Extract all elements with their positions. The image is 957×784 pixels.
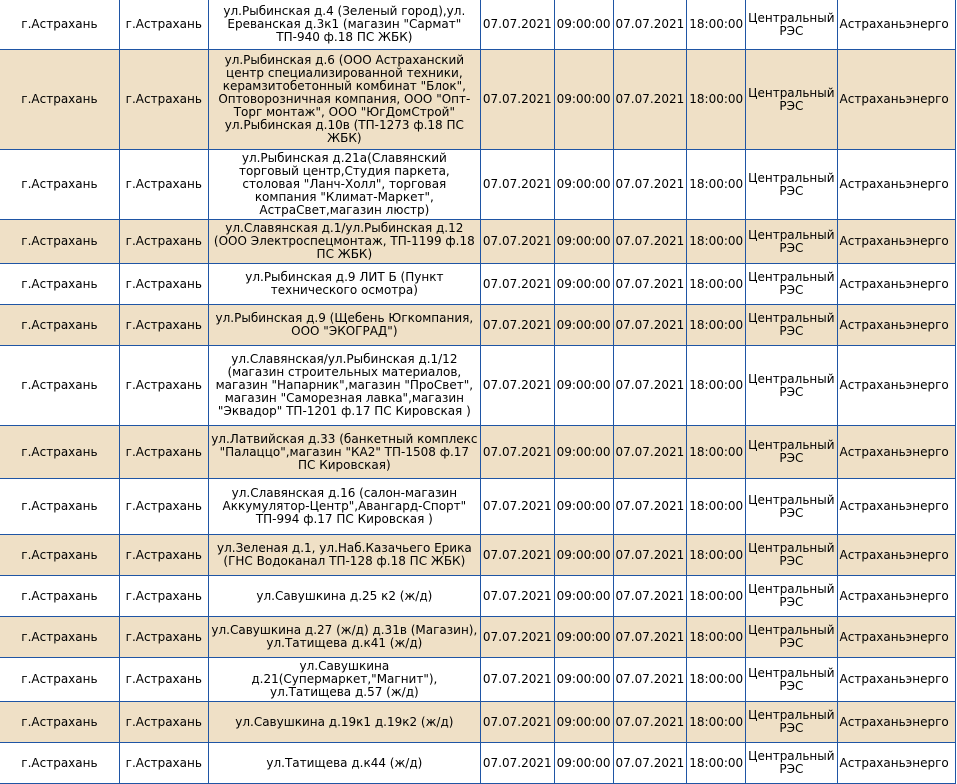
- organization-cell: Астраханьэнерго: [837, 702, 955, 743]
- res-cell: Центральный РЭС: [746, 346, 837, 426]
- end-time-cell: 18:00:00: [687, 617, 746, 658]
- organization-cell: Астраханьэнерго: [837, 50, 955, 150]
- settlement-cell: г.Астрахань: [0, 535, 119, 576]
- address-cell: ул.Латвийская д.33 (банкетный комплекс "Палаццо",магазин "КА2" ТП-1508 ф.17 ПС Кировская): [208, 426, 480, 479]
- table-row: [0, 702, 956, 743]
- res-cell: Центральный РЭС: [746, 305, 837, 346]
- organization-cell: Астраханьэнерго: [837, 305, 955, 346]
- start-time-cell: 09:00:00: [554, 264, 613, 305]
- locality-cell: г.Астрахань: [119, 658, 208, 702]
- res-cell: Центральный РЭС: [746, 0, 837, 50]
- start-date-cell: 07.07.2021: [480, 479, 554, 535]
- locality-cell: г.Астрахань: [119, 479, 208, 535]
- end-date-cell: 07.07.2021: [613, 479, 687, 535]
- start-date-cell: 07.07.2021: [480, 305, 554, 346]
- start-date-cell: 07.07.2021: [480, 426, 554, 479]
- start-date-cell: 07.07.2021: [480, 220, 554, 264]
- table-row: [0, 150, 956, 220]
- table-row: [0, 50, 956, 150]
- table-row: [0, 535, 956, 576]
- table-row: [0, 426, 956, 479]
- end-time-cell: 18:00:00: [687, 150, 746, 220]
- organization-cell: Астраханьэнерго: [837, 658, 955, 702]
- res-cell: Центральный РЭС: [746, 426, 837, 479]
- settlement-cell: г.Астрахань: [0, 743, 119, 784]
- settlement-cell: г.Астрахань: [0, 150, 119, 220]
- end-date-cell: 07.07.2021: [613, 658, 687, 702]
- start-date-cell: 07.07.2021: [480, 617, 554, 658]
- start-date-cell: 07.07.2021: [480, 264, 554, 305]
- start-date-cell: 07.07.2021: [480, 535, 554, 576]
- end-time-cell: 18:00:00: [687, 0, 746, 50]
- settlement-cell: г.Астрахань: [0, 617, 119, 658]
- res-cell: Центральный РЭС: [746, 702, 837, 743]
- organization-cell: Астраханьэнерго: [837, 346, 955, 426]
- organization-cell: Астраханьэнерго: [837, 0, 955, 50]
- start-time-cell: 09:00:00: [554, 426, 613, 479]
- start-time-cell: 09:00:00: [554, 743, 613, 784]
- locality-cell: г.Астрахань: [119, 264, 208, 305]
- address-cell: ул.Савушкина д.21(Супермаркет,"Магнит"), ул.Татищева д.57 (ж/д): [208, 658, 480, 702]
- locality-cell: г.Астрахань: [119, 150, 208, 220]
- start-time-cell: 09:00:00: [554, 479, 613, 535]
- locality-cell: г.Астрахань: [119, 220, 208, 264]
- address-cell: ул.Славянская д.16 (салон-магазин Аккумулятор-Центр",Авангард-Спорт" ТП-994 ф.17 ПС Кировская ): [208, 479, 480, 535]
- address-cell: ул.Рыбинская д.9 ЛИТ Б (Пункт технического осмотра): [208, 264, 480, 305]
- end-time-cell: 18:00:00: [687, 535, 746, 576]
- table-row: [0, 617, 956, 658]
- locality-cell: г.Астрахань: [119, 426, 208, 479]
- organization-cell: Астраханьэнерго: [837, 479, 955, 535]
- locality-cell: г.Астрахань: [119, 535, 208, 576]
- end-time-cell: 18:00:00: [687, 220, 746, 264]
- res-cell: Центральный РЭС: [746, 479, 837, 535]
- start-date-cell: 07.07.2021: [480, 346, 554, 426]
- organization-cell: Астраханьэнерго: [837, 426, 955, 479]
- organization-cell: Астраханьэнерго: [837, 150, 955, 220]
- end-date-cell: 07.07.2021: [613, 576, 687, 617]
- address-cell: ул.Савушкина д.19к1 д.19к2 (ж/д): [208, 702, 480, 743]
- end-date-cell: 07.07.2021: [613, 0, 687, 50]
- table-row: [0, 658, 956, 702]
- start-date-cell: 07.07.2021: [480, 743, 554, 784]
- start-time-cell: 09:00:00: [554, 576, 613, 617]
- locality-cell: г.Астрахань: [119, 0, 208, 50]
- settlement-cell: г.Астрахань: [0, 479, 119, 535]
- settlement-cell: г.Астрахань: [0, 346, 119, 426]
- res-cell: Центральный РЭС: [746, 617, 837, 658]
- end-date-cell: 07.07.2021: [613, 743, 687, 784]
- end-time-cell: 18:00:00: [687, 264, 746, 305]
- end-time-cell: 18:00:00: [687, 576, 746, 617]
- locality-cell: г.Астрахань: [119, 617, 208, 658]
- res-cell: Центральный РЭС: [746, 576, 837, 617]
- address-cell: ул.Рыбинская д.6 (ООО Астраханский центр специализированной техники, керамзитобетонный комбинат "Блок", Оптоворозничная компания, ООО "Опт-Торг монтаж", ООО "ЮгДомСтрой" ул.Рыбинская д.10в (ТП-1273 ф.18 ПС ЖБК): [208, 50, 480, 150]
- start-date-cell: 07.07.2021: [480, 702, 554, 743]
- address-cell: ул.Савушкина д.25 к2 (ж/д): [208, 576, 480, 617]
- end-time-cell: 18:00:00: [687, 658, 746, 702]
- address-cell: ул.Рыбинская д.4 (Зеленый город),ул. Ереванская д.3к1 (магазин "Сармат" ТП-940 ф.18 ПС ЖБК): [208, 0, 480, 50]
- res-cell: Центральный РЭС: [746, 535, 837, 576]
- settlement-cell: г.Астрахань: [0, 305, 119, 346]
- address-cell: ул.Рыбинская д.9 (Щебень Югкомпания, ООО "ЭКОГРАД"): [208, 305, 480, 346]
- settlement-cell: г.Астрахань: [0, 0, 119, 50]
- end-date-cell: 07.07.2021: [613, 426, 687, 479]
- res-cell: Центральный РЭС: [746, 150, 837, 220]
- end-date-cell: 07.07.2021: [613, 50, 687, 150]
- table-row: [0, 743, 956, 784]
- table-row: [0, 346, 956, 426]
- start-time-cell: 09:00:00: [554, 220, 613, 264]
- end-date-cell: 07.07.2021: [613, 264, 687, 305]
- start-date-cell: 07.07.2021: [480, 50, 554, 150]
- start-date-cell: 07.07.2021: [480, 576, 554, 617]
- start-time-cell: 09:00:00: [554, 305, 613, 346]
- start-time-cell: 09:00:00: [554, 535, 613, 576]
- address-cell: ул.Славянская/ул.Рыбинская д.1/12 (магазин строительных материалов, магазин "Напарник",магазин "ПроСвет", магазин "Саморезная лавка",магазин "Эквадор" ТП-1201 ф.17 ПС Кировская ): [208, 346, 480, 426]
- start-time-cell: 09:00:00: [554, 50, 613, 150]
- organization-cell: Астраханьэнерго: [837, 220, 955, 264]
- settlement-cell: г.Астрахань: [0, 576, 119, 617]
- end-date-cell: 07.07.2021: [613, 346, 687, 426]
- address-cell: ул.Татищева д.к44 (ж/д): [208, 743, 480, 784]
- end-time-cell: 18:00:00: [687, 305, 746, 346]
- start-time-cell: 09:00:00: [554, 0, 613, 50]
- address-cell: ул.Зеленая д.1, ул.Наб.Казачьего Ерика (ГНС Водоканал ТП-128 ф.18 ПС ЖБК): [208, 535, 480, 576]
- table-row: [0, 0, 956, 50]
- settlement-cell: г.Астрахань: [0, 426, 119, 479]
- settlement-cell: г.Астрахань: [0, 658, 119, 702]
- res-cell: Центральный РЭС: [746, 50, 837, 150]
- table-row: [0, 576, 956, 617]
- locality-cell: г.Астрахань: [119, 702, 208, 743]
- end-date-cell: 07.07.2021: [613, 150, 687, 220]
- address-cell: ул.Савушкина д.27 (ж/д) д.31в (Магазин), ул.Татищева д.к41 (ж/д): [208, 617, 480, 658]
- end-date-cell: 07.07.2021: [613, 535, 687, 576]
- start-time-cell: 09:00:00: [554, 702, 613, 743]
- end-date-cell: 07.07.2021: [613, 617, 687, 658]
- organization-cell: Астраханьэнерго: [837, 535, 955, 576]
- settlement-cell: г.Астрахань: [0, 50, 119, 150]
- locality-cell: г.Астрахань: [119, 346, 208, 426]
- end-time-cell: 18:00:00: [687, 743, 746, 784]
- res-cell: Центральный РЭС: [746, 264, 837, 305]
- start-time-cell: 09:00:00: [554, 658, 613, 702]
- res-cell: Центральный РЭС: [746, 220, 837, 264]
- table-row: [0, 479, 956, 535]
- locality-cell: г.Астрахань: [119, 576, 208, 617]
- settlement-cell: г.Астрахань: [0, 220, 119, 264]
- end-date-cell: 07.07.2021: [613, 305, 687, 346]
- locality-cell: г.Астрахань: [119, 743, 208, 784]
- start-date-cell: 07.07.2021: [480, 150, 554, 220]
- end-date-cell: 07.07.2021: [613, 220, 687, 264]
- table-row: [0, 220, 956, 264]
- settlement-cell: г.Астрахань: [0, 702, 119, 743]
- table-row: [0, 305, 956, 346]
- locality-cell: г.Астрахань: [119, 50, 208, 150]
- locality-cell: г.Астрахань: [119, 305, 208, 346]
- address-cell: ул.Рыбинская д.21а(Славянский торговый центр,Студия паркета, столовая "Ланч-Холл", торговая компания "Климат-Маркет", АстраСвет,магазин люстр): [208, 150, 480, 220]
- start-time-cell: 09:00:00: [554, 346, 613, 426]
- organization-cell: Астраханьэнерго: [837, 264, 955, 305]
- end-time-cell: 18:00:00: [687, 50, 746, 150]
- table-row: [0, 264, 956, 305]
- res-cell: Центральный РЭС: [746, 743, 837, 784]
- end-time-cell: 18:00:00: [687, 346, 746, 426]
- end-time-cell: 18:00:00: [687, 426, 746, 479]
- end-time-cell: 18:00:00: [687, 479, 746, 535]
- address-cell: ул.Славянская д.1/ул.Рыбинская д.12 (ООО Электроспецмонтаж, ТП-1199 ф.18 ПС ЖБК): [208, 220, 480, 264]
- organization-cell: Астраханьэнерго: [837, 617, 955, 658]
- start-time-cell: 09:00:00: [554, 617, 613, 658]
- end-time-cell: 18:00:00: [687, 702, 746, 743]
- start-time-cell: 09:00:00: [554, 150, 613, 220]
- organization-cell: Астраханьэнерго: [837, 576, 955, 617]
- start-date-cell: 07.07.2021: [480, 658, 554, 702]
- end-date-cell: 07.07.2021: [613, 702, 687, 743]
- res-cell: Центральный РЭС: [746, 658, 837, 702]
- settlement-cell: г.Астрахань: [0, 264, 119, 305]
- start-date-cell: 07.07.2021: [480, 0, 554, 50]
- organization-cell: Астраханьэнерго: [837, 743, 955, 784]
